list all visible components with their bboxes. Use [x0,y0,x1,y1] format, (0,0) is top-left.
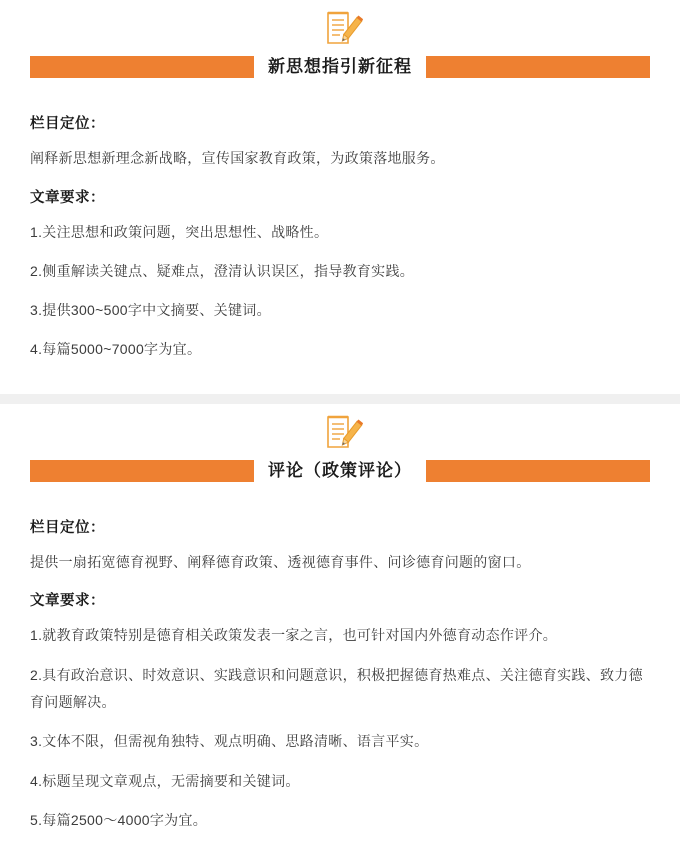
body-bottom-spacer [30,834,650,838]
requirements-list [30,219,650,364]
positioning-text: 提供一扇拓宽德育视野、阐释德育政策、透视德育事件、问诊德育问题的窗口。 [30,553,531,570]
section-card [0,404,680,864]
notepad-pencil-icon [0,412,680,456]
section-title: 新思想指引新征程 [254,56,426,78]
title-bar-left [30,460,254,482]
list-item: 2.具有政治意识、时效意识、实践意识和问题意识，积极把握德育热难点、关注德育实践、致力德育问题解决。 [30,666,643,710]
list-item: 4.标题呈现文章观点，无需摘要和关键词。 [30,772,300,789]
card-spacer [0,0,680,8]
requirements-list [30,622,650,834]
requirements-label: 文章要求： [30,593,105,610]
positioning-label: 栏目定位： [30,116,105,132]
list-item: 1.就教育政策特别是德育相关政策发表一家之言，也可针对国内外德育动态作评介。 [30,627,558,644]
positioning-label: 栏目定位： [30,519,105,536]
section-title-row [30,52,650,82]
list-item: 3.提供300~500字中文摘要、关键词。 [30,302,271,319]
title-bar-right [426,460,650,482]
section-body [0,486,680,838]
body-bottom-spacer [30,364,650,368]
card-spacer [0,404,680,412]
section-title: 评论（政策评论） [254,460,426,482]
title-bar-right [426,56,650,78]
list-item: 3.文体不限，但需视角独特、观点明确、思路清晰、语言平实。 [30,733,429,750]
requirements-label: 文章要求： [30,189,105,206]
list-item: 5.每篇2500～4000字为宜。 [30,811,208,828]
notepad-pencil-icon [0,8,680,52]
positioning-text: 阐释新思想新理念新战略，宣传国家教育政策，为政策落地服务。 [30,150,445,166]
section-body [0,82,680,368]
list-item: 4.每篇5000~7000字为宜。 [30,341,202,358]
section-title-row [30,456,650,486]
section-card [0,0,680,394]
list-item: 1.关注思想和政策问题，突出思想性、战略性。 [30,223,329,240]
list-item: 2.侧重解读关键点、疑难点，澄清认识误区，指导教育实践。 [30,262,415,279]
title-bar-left [30,56,254,78]
